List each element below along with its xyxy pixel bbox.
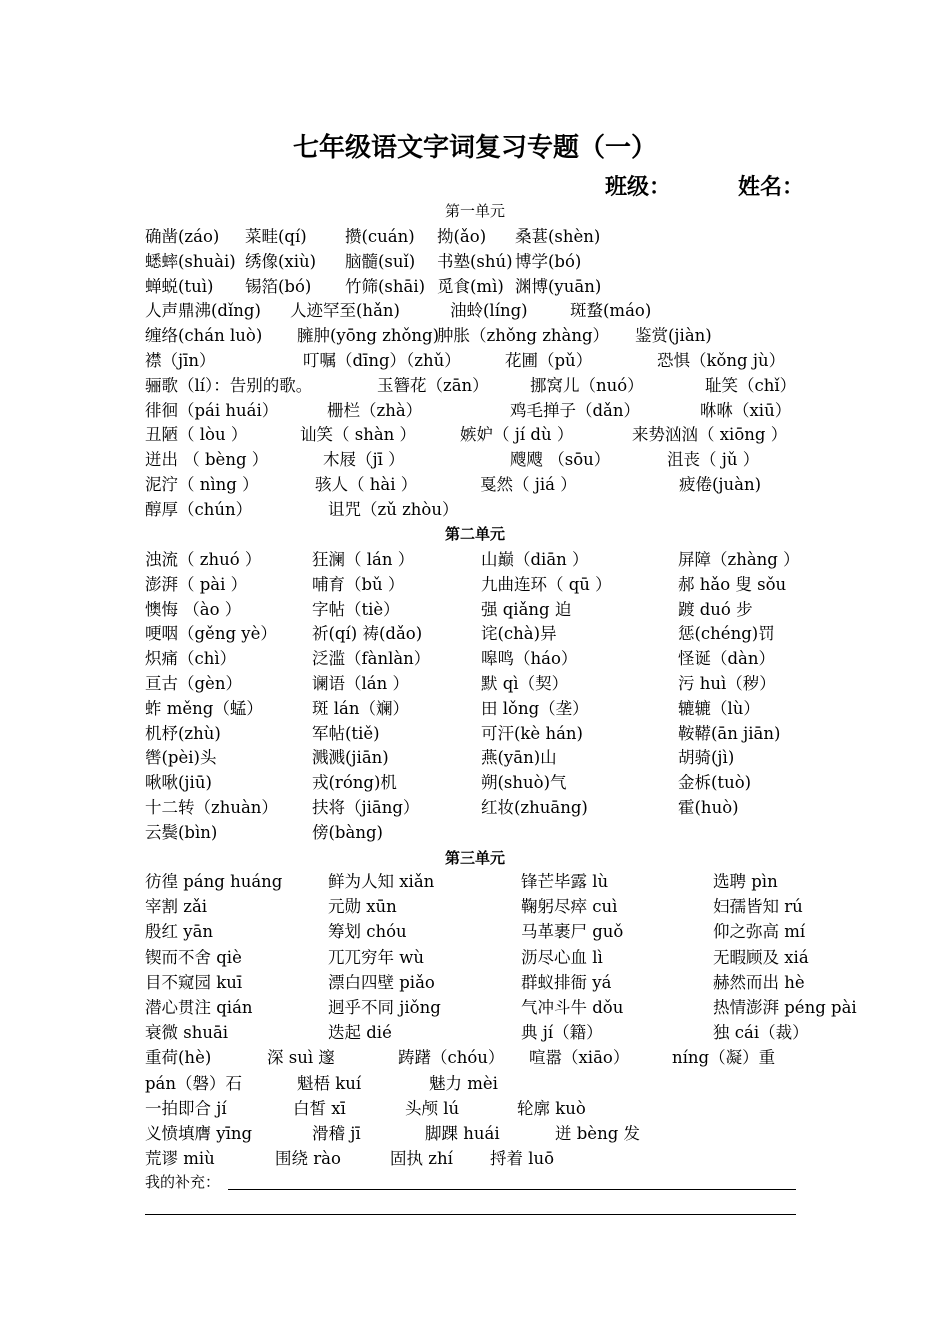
vocab-item: 人声鼎沸(dǐng): [145, 301, 261, 320]
vocab-row: [145, 1046, 805, 1070]
vocab-item: 诅咒（zǔ zhòu）: [328, 500, 459, 519]
vocab-item: 鉴赏(jiàn): [635, 326, 712, 345]
vocab-item: 迸 bèng 发: [555, 1124, 641, 1143]
vocab-item: 无暇顾及 xiá: [713, 948, 809, 967]
vocab-row: [145, 920, 805, 944]
vocab-item: 锡箔(bó): [245, 277, 312, 296]
vocab-item: 啾啾(jiū): [145, 773, 212, 792]
vocab-item: 围绕 rào: [275, 1149, 341, 1168]
vocab-item: 溅溅(jiān): [312, 748, 389, 767]
vocab-item: 锋芒毕露 lù: [521, 872, 609, 891]
vocab-item: 目不窥园 kuī: [145, 973, 243, 992]
vocab-item: 选聘 pìn: [713, 872, 778, 891]
unit-heading: 第二单元: [444, 525, 505, 543]
vocab-item: 徘徊（pái huái）: [145, 401, 279, 420]
vocab-item: 书塾(shú): [437, 252, 513, 271]
vocab-item: 亘古（gèn）: [145, 674, 242, 693]
vocab-item: 讪笑（ shàn ）: [300, 425, 417, 444]
vocab-item: 沮丧（ jǔ ）: [667, 450, 760, 469]
vocab-item: 缠络(chán luò): [145, 326, 263, 345]
vocab-item: 独 cái（裁）: [713, 1023, 809, 1042]
supplement-line-2: [145, 1214, 796, 1215]
vocab-item: 可汗(kè hán): [481, 724, 583, 743]
vocab-item: 蟋蟀(shuài): [145, 252, 236, 271]
unit-heading: 第三单元: [444, 849, 505, 867]
vocab-item: 确凿(záo): [145, 227, 220, 246]
vocab-item: 朔(shuò)气: [481, 773, 567, 792]
vocab-row: [145, 821, 805, 845]
vocab-item: 炽痛（chì）: [145, 649, 237, 668]
vocab-row: [145, 349, 805, 373]
vocab-item: 菜畦(qí): [245, 227, 307, 246]
vocab-row: [145, 895, 805, 919]
vocab-item: 肿胀（zhǒng zhàng）: [437, 326, 610, 345]
supplement-line-1: [228, 1189, 796, 1190]
vocab-row: [145, 1122, 805, 1146]
vocab-item: 鞍鞯(ān jiān): [678, 724, 781, 743]
vocab-item: 机杼(zhù): [145, 724, 221, 743]
vocab-row: [145, 299, 805, 323]
vocab-item: 狂澜（ lán ）: [312, 550, 415, 569]
vocab-item: 衰微 shuāi: [145, 1023, 229, 1042]
vocab-item: 殷红 yān: [145, 922, 214, 941]
vocab-item: 荒谬 miù: [145, 1149, 215, 1168]
vocab-item: 油蛉(líng): [450, 301, 528, 320]
vocab-item: 惩(chéng)罚: [678, 624, 775, 643]
vocab-item: 头颅 lú: [405, 1099, 460, 1118]
vocab-item: 懊悔 （ào ）: [145, 600, 242, 619]
vocab-item: 白皙 xī: [293, 1099, 346, 1118]
vocab-item: 诧(chà)异: [481, 624, 557, 643]
vocab-item: 十二转（zhuàn）: [145, 798, 278, 817]
vocab-item: 字帖（tiè）: [312, 600, 400, 619]
vocab-item: 霍(huò): [678, 798, 739, 817]
vocab-item: 竹筛(shāi): [345, 277, 426, 296]
vocab-row: [145, 275, 805, 299]
vocab-item: 醇厚（chún）: [145, 500, 253, 519]
vocab-item: 挪窝儿（nuó）: [530, 376, 644, 395]
vocab-item: 赫然而出 hè: [713, 973, 805, 992]
vocab-row: [145, 448, 805, 472]
vocab-item: 污 huì（秽）: [678, 674, 776, 693]
vocab-item: 澎湃（ pài ）: [145, 575, 248, 594]
vocab-item: 玉簪花（zān）: [377, 376, 489, 395]
vocab-item: 丑陋（ lòu ）: [145, 425, 248, 444]
vocab-row: [145, 473, 805, 497]
vocab-item: 疲倦(juàn): [679, 475, 762, 494]
vocab-item: 来势汹汹（ xiōng ）: [632, 425, 788, 444]
vocab-item: 云鬓(bìn): [145, 823, 218, 842]
vocab-row: [145, 697, 805, 721]
vocab-item: 踱 duó 步: [678, 600, 753, 619]
vocab-item: 嗥鸣（háo）: [481, 649, 578, 668]
vocab-item: 辘辘（lù）: [678, 699, 760, 718]
vocab-item: 田 lǒng（垄）: [481, 699, 589, 718]
vocab-item: 绣像(xiù): [245, 252, 317, 271]
vocab-item: 红妆(zhuāng): [481, 798, 588, 817]
vocab-item: níng（凝）重: [672, 1048, 776, 1067]
vocab-item: 桑葚(shèn): [515, 227, 601, 246]
vocab-item: 群蚁排衙 yá: [521, 973, 612, 992]
vocab-item: 泥泞（ nìng ）: [145, 475, 259, 494]
vocab-row: [145, 1072, 805, 1096]
vocab-item: 魅力 mèi: [429, 1074, 498, 1093]
vocab-item: 斑 lán（斓）: [312, 699, 409, 718]
vocab-item: 骇人（ hài ）: [315, 475, 418, 494]
vocab-item: 深 suì 邃: [267, 1048, 335, 1067]
vocab-item: 喧嚣（xiāo）: [529, 1048, 630, 1067]
vocab-item: 咻咻（xiū）: [700, 401, 792, 420]
vocab-item: 臃肿(yōng zhǒng): [297, 326, 440, 345]
vocab-item: 花圃（pǔ）: [505, 351, 593, 370]
vocab-item: 筹划 chóu: [328, 922, 407, 941]
vocab-row: [145, 647, 805, 671]
vocab-row: [145, 771, 805, 795]
vocab-item: 鸡毛掸子（dǎn）: [510, 401, 641, 420]
vocab-row: [145, 573, 805, 597]
vocab-item: 轮廓 kuò: [517, 1099, 586, 1118]
vocab-item: 强 qiǎng 迫: [481, 600, 572, 619]
vocab-item: 气冲斗牛 dǒu: [521, 998, 624, 1017]
vocab-item: 燕(yān)山: [481, 748, 557, 767]
vocab-item: 人迹罕至(hǎn): [290, 301, 400, 320]
vocab-item: 沥尽心血 lì: [521, 948, 603, 967]
supplement-label: 我的补充：: [145, 1173, 221, 1191]
vocab-row: [145, 399, 805, 423]
vocab-item: 兀兀穷年 wù: [328, 948, 424, 967]
vocab-item: 祈(qí) 祷(dǎo): [312, 624, 423, 643]
vocab-row: [145, 1021, 809, 1045]
vocab-item: 魁梧 kuí: [297, 1074, 362, 1093]
name-label: 姓名：: [738, 174, 805, 200]
vocab-item: 马革裹尸 guǒ: [521, 922, 624, 941]
vocab-item: 彷徨 páng huáng: [145, 872, 283, 891]
vocab-item: 漂白四壁 piǎo: [328, 973, 435, 992]
page-title: 七年级语文字词复习专题（一）: [292, 133, 657, 163]
vocab-item: 典 jí（籍）: [521, 1023, 603, 1042]
vocab-row: [145, 1147, 805, 1171]
vocab-item: 脑髓(suǐ): [345, 252, 416, 271]
vocab-item: 扶将（jiāng）: [312, 798, 420, 817]
vocab-row: [145, 423, 805, 447]
class-label: 班级：: [605, 174, 672, 200]
vocab-item: 斑蝥(máo): [570, 301, 652, 320]
unit-heading: 第一单元: [444, 202, 505, 220]
vocab-item: 屏障（zhàng ）: [678, 550, 800, 569]
vocab-item: 妇孺皆知 rú: [713, 897, 803, 916]
vocab-item: 恐惧（kǒng jù）: [657, 351, 786, 370]
vocab-item: 觅食(mì): [437, 277, 504, 296]
vocab-item: 捋着 luō: [490, 1149, 555, 1168]
vocab-row: [145, 746, 805, 770]
vocab-item: 泛滥（fànlàn）: [312, 649, 431, 668]
vocab-item: 军帖(tiě): [312, 724, 380, 743]
vocab-item: 脚踝 huái: [425, 1124, 500, 1143]
vocab-item: 重荷(hè): [145, 1048, 212, 1067]
vocab-item: 谰语（lán ）: [312, 674, 409, 693]
vocab-item: 耻笑（chǐ）: [705, 376, 797, 395]
vocab-item: 蝉蜕(tuì): [145, 277, 214, 296]
vocab-row: [145, 672, 805, 696]
vocab-item: 哽咽（gěng yè）: [145, 624, 277, 643]
vocab-row: [145, 870, 805, 894]
vocab-item: 鲜为人知 xiǎn: [328, 872, 435, 891]
vocab-item: 蚱 měng（蜢）: [145, 699, 263, 718]
vocab-item: 锲而不舍 qiè: [145, 948, 242, 967]
vocab-row: [145, 946, 809, 970]
vocab-row: [145, 498, 805, 522]
vocab-item: 戛然（ jiá ）: [480, 475, 577, 494]
vocab-row: [145, 225, 805, 249]
vocab-item: 仰之弥高 mí: [713, 922, 806, 941]
vocab-item: 山巅（diān ）: [481, 550, 589, 569]
vocab-row: [145, 971, 805, 995]
vocab-row: [145, 996, 857, 1020]
vocab-item: pán（磐）石: [145, 1074, 243, 1093]
vocab-item: 博学(bó): [515, 252, 582, 271]
vocab-item: 攒(cuán): [345, 227, 415, 246]
vocab-row: [145, 1097, 805, 1121]
vocab-item: 叮嘱（dīng）（zhǔ）: [303, 351, 461, 370]
vocab-item: 宰割 zǎi: [145, 897, 208, 916]
vocab-item: 戎(róng)机: [312, 773, 397, 792]
vocab-item: 义愤填膺 yīng: [145, 1124, 253, 1143]
vocab-item: 潜心贯注 qián: [145, 998, 253, 1017]
vocab-item: 固执 zhí: [390, 1149, 453, 1168]
vocab-item: 拗(ǎo): [437, 227, 487, 246]
vocab-item: 哺育（bǔ ）: [312, 575, 405, 594]
vocab-item: 一拍即合 jí: [145, 1099, 227, 1118]
vocab-row: [145, 622, 805, 646]
vocab-item: 飕飕 （sōu）: [510, 450, 611, 469]
vocab-item: 郝 hǎo 叟 sǒu: [678, 575, 787, 594]
vocab-item: 木屐（jī ）: [323, 450, 405, 469]
vocab-item: 辔(pèi)头: [145, 748, 217, 767]
vocab-item: 渊博(yuān): [515, 277, 602, 296]
vocab-item: 热情澎湃 péng pài: [713, 998, 857, 1017]
vocab-item: 默 qì（契）: [481, 674, 569, 693]
vocab-item: 迭起 dié: [328, 1023, 392, 1042]
vocab-item: 栅栏（zhà）: [327, 401, 423, 420]
vocab-item: 嫉妒（ jí dù ）: [460, 425, 574, 444]
vocab-item: 迥乎不同 jiǒng: [328, 998, 441, 1017]
vocab-item: 滑稽 jī: [312, 1124, 361, 1143]
vocab-row: [145, 722, 805, 746]
vocab-item: 浊流（ zhuó ）: [145, 550, 262, 569]
vocab-item: 胡骑(jì): [678, 748, 735, 767]
vocab-row: [145, 250, 805, 274]
vocab-item: 鞠躬尽瘁 cuì: [521, 897, 618, 916]
vocab-item: 九曲连环（ qū ）: [481, 575, 612, 594]
vocab-row: [145, 548, 805, 572]
vocab-row: [145, 796, 805, 820]
vocab-row: [145, 374, 805, 398]
vocab-item: 襟（jīn）: [145, 351, 216, 370]
vocab-row: [145, 598, 805, 622]
vocab-item: 元勋 xūn: [328, 897, 397, 916]
vocab-item: 怪诞（dàn）: [678, 649, 776, 668]
vocab-item: 骊歌（lí）：告别的歌。: [145, 376, 313, 395]
vocab-item: 踌躇（chóu）: [398, 1048, 505, 1067]
vocab-item: 傍(bàng): [312, 823, 383, 842]
vocab-item: 迸出 （ bèng ）: [145, 450, 269, 469]
vocab-item: 金柝(tuò): [678, 773, 752, 792]
vocab-row: [145, 324, 805, 348]
